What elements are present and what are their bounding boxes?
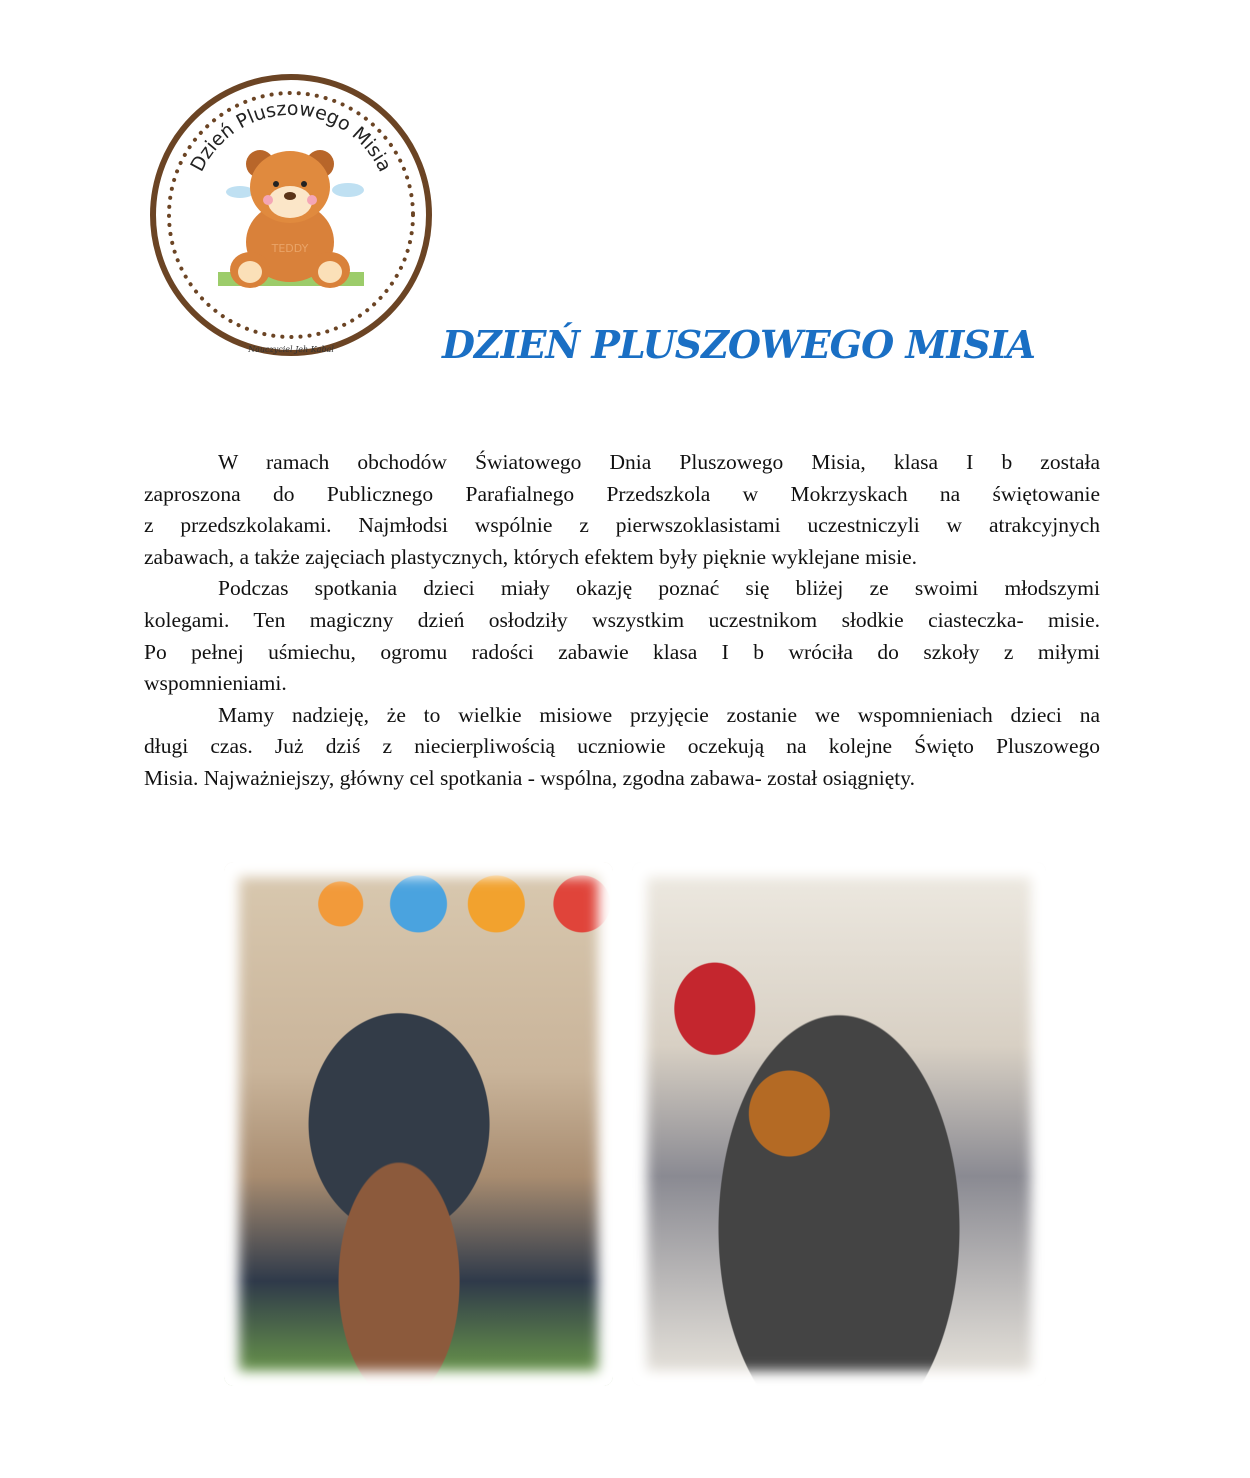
paragraph-1: [144, 447, 1100, 573]
article-body: [144, 447, 1100, 795]
text-line: Misia. Najważniejszy, główny cel spotkania - wspólna, zgodna zabawa- został osiągnięty.: [144, 765, 915, 790]
text-line: wspomnieniami.: [144, 671, 287, 696]
photo-children-with-bear-collage: [224, 862, 613, 1386]
paragraph-2: [144, 573, 1100, 699]
text-line: kolegami. Ten magiczny dzień osłodziły wszystkim uczestnikom słodkie ciasteczka- misie.: [144, 607, 1100, 632]
text-line: zabawach, a także zajęciach plastycznych, których efektem były pięknie wyklejane misie.: [144, 544, 918, 569]
svg-text:Nauczyciel Jeh Kabal: Nauczyciel Jeh Kabal: [248, 345, 334, 354]
paragraph-3: [144, 700, 1100, 795]
photo-class-group-with-teddy-bear: [632, 862, 1046, 1386]
text-line: Podczas spotkania dzieci miały okazję poznać się bliżej ze swoimi młodszymi: [218, 576, 1100, 601]
text-line: W ramach obchodów Światowego Dnia Pluszowego Misia, klasa I b została: [218, 450, 1100, 474]
svg-text:Dzień Pluszowego Misia: Dzień Pluszowego Misia: [186, 97, 396, 176]
text-line: z przedszkolakami. Najmłodsi wspólnie z pierwszoklasistami uczestniczyli w atrakcyjnych: [144, 513, 1100, 538]
text-line: Po pełnej uśmiechu, ogromu radości zabawie klasa I b wróciła do szkoły z miłymi: [144, 639, 1100, 664]
text-line: długi czas. Już dziś z niecierpliwością uczniowie oczekują na kolejne Święto Pluszowego: [144, 734, 1100, 759]
teddy-bear-day-logo: [148, 72, 434, 358]
page-title: DZIEŃ PLUSZOWEGO MISIA: [442, 322, 1035, 367]
text-line: zaproszona do Publicznego Parafialnego Przedszkola w Mokrzyskach na świętowanie: [144, 481, 1100, 506]
svg-text:TEDDY: TEDDY: [271, 242, 309, 255]
text-line: Mamy nadzieję, że to wielkie misiowe przyjęcie zostanie we wspomnieniach dzieci na: [218, 702, 1100, 727]
